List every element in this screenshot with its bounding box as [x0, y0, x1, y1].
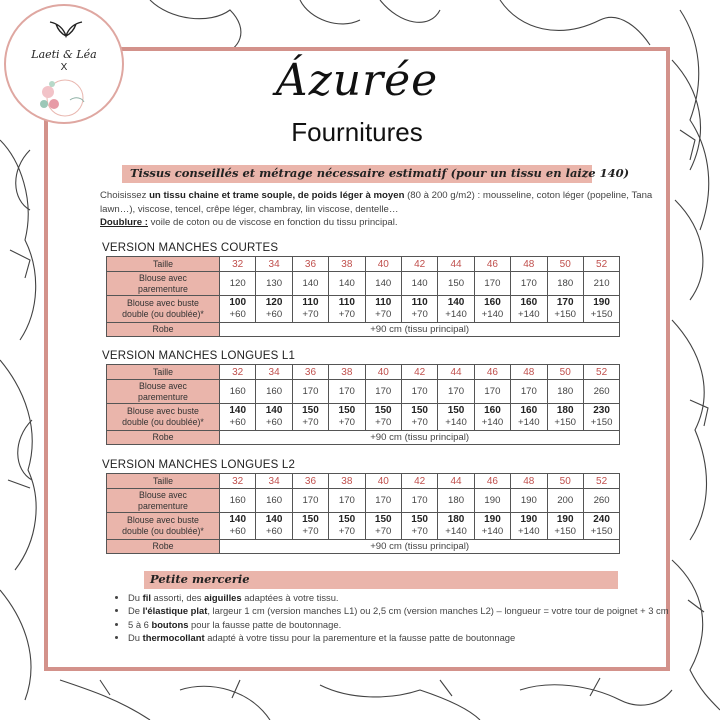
intro-text-bold: un tissu chaine et trame souple, de poids léger à moyen [149, 190, 405, 201]
version-title-3: VERSION MANCHES LONGUES L2 [102, 459, 296, 471]
value-cell: 110 +70 [329, 296, 365, 323]
value-cell: 120 +60 [256, 296, 292, 323]
size-cell: 44 [438, 474, 474, 489]
logo-brand-text: Laeti & Léa [31, 48, 97, 61]
size-label: Taille [107, 365, 220, 380]
mercerie-heading: Petite mercerie [150, 572, 250, 586]
row-label-double: Blouse avec buste double (ou doublée)* [107, 296, 220, 323]
size-cell: 34 [256, 257, 292, 272]
size-cell: 52 [583, 257, 619, 272]
size-cell: 50 [547, 257, 583, 272]
value-cell: 140 +60 [256, 513, 292, 540]
value-cell: 240 +150 [583, 513, 619, 540]
table-row [107, 272, 620, 296]
row-label-blouse: Blouse avec parementure [107, 272, 220, 296]
intro-text-a: Choisissez [100, 190, 150, 201]
page-subtitle: Fournitures [291, 117, 423, 147]
content-panel [44, 47, 670, 671]
table-row [107, 296, 620, 323]
size-cell: 52 [583, 365, 619, 380]
value-cell: 140 +60 [220, 404, 256, 431]
size-cell: 44 [438, 257, 474, 272]
value-cell: 150 +70 [365, 513, 401, 540]
value-cell: 170 [438, 380, 474, 404]
pattern-title: Ázurée [275, 55, 439, 106]
value-cell: 170 +150 [547, 296, 583, 323]
bow-icon [46, 20, 86, 42]
value-cell: 170 [329, 489, 365, 513]
row-label-double: Blouse avec buste double (ou doublée)* [107, 513, 220, 540]
value-cell: 150 +70 [292, 513, 328, 540]
size-cell: 38 [329, 474, 365, 489]
value-cell: 200 [547, 489, 583, 513]
size-cell: 46 [474, 474, 510, 489]
size-cell: 38 [329, 257, 365, 272]
size-cell: 40 [365, 365, 401, 380]
table-row [107, 380, 620, 404]
value-cell: 100 +60 [220, 296, 256, 323]
row-label-robe: Robe [107, 431, 220, 445]
value-cell: 140 +140 [438, 296, 474, 323]
lining-text: voile de coton ou de viscose en fonction du tissu principal. [147, 217, 398, 228]
size-cell: 48 [511, 257, 547, 272]
list-item: • De l'élastique plat, largeur 1 cm (version manches L1) ou 2,5 cm (version manches L2) – longueur = votre tour de poignet + 3 cm [128, 604, 688, 617]
size-cell: 36 [292, 365, 328, 380]
value-cell: 170 [474, 380, 510, 404]
size-cell: 40 [365, 474, 401, 489]
value-cell: 160 +140 [511, 404, 547, 431]
size-cell: 50 [547, 474, 583, 489]
value-cell: 260 [583, 380, 619, 404]
table-row [107, 404, 620, 431]
size-cell: 46 [474, 365, 510, 380]
size-cell: 42 [401, 365, 437, 380]
robe-value: +90 cm (tissu principal) [220, 431, 620, 445]
size-cell: 42 [401, 257, 437, 272]
value-cell: 190 +140 [474, 513, 510, 540]
size-cell: 36 [292, 474, 328, 489]
list-item: • Du fil assorti, des aiguilles adaptées à votre tissu. [128, 591, 688, 604]
version-title-1: VERSION MANCHES COURTES [102, 242, 279, 254]
size-cell: 36 [292, 257, 328, 272]
value-cell: 180 +140 [438, 513, 474, 540]
value-cell: 180 [438, 489, 474, 513]
size-cell: 32 [220, 257, 256, 272]
size-cell: 42 [401, 474, 437, 489]
value-cell: 140 +60 [256, 404, 292, 431]
mercerie-list [106, 591, 688, 644]
fabrics-description [100, 189, 670, 230]
value-cell: 190 +140 [511, 513, 547, 540]
size-cell: 32 [220, 474, 256, 489]
row-label-double: Blouse avec buste double (ou doublée)* [107, 404, 220, 431]
size-table-2 [106, 364, 620, 445]
value-cell: 170 [292, 380, 328, 404]
value-cell: 150 +70 [401, 513, 437, 540]
list-item: • 5 à 6 boutons pour la fausse patte de boutonnage. [128, 618, 688, 631]
value-cell: 150 +70 [329, 513, 365, 540]
fabrics-heading: Tissus conseillés et métrage nécessaire estimatif (pour un tissu en laize 140) [130, 166, 630, 180]
size-table-1 [106, 256, 620, 337]
size-cell: 40 [365, 257, 401, 272]
intro-text-c: (80 à 200 g/m2) : mousseline, coton léger (popeline, Tana lawn…), viscose, tencel, crêpe léger, chambray, lin viscose, dentelle… [100, 190, 653, 215]
value-cell: 110 +70 [401, 296, 437, 323]
row-label-robe: Robe [107, 540, 220, 554]
table-row [107, 513, 620, 540]
row-label-blouse: Blouse avec parementure [107, 489, 220, 513]
mercerie-heading-bar [144, 571, 618, 589]
value-cell: 160 [220, 380, 256, 404]
value-cell: 190 [511, 489, 547, 513]
row-label-robe: Robe [107, 323, 220, 337]
size-cell: 32 [220, 365, 256, 380]
value-cell: 150 +70 [329, 404, 365, 431]
value-cell: 160 +140 [474, 296, 510, 323]
value-cell: 170 [401, 380, 437, 404]
list-item: • Du thermocollant adapté à votre tissu pour la parementure et la fausse patte de boutonnage [128, 631, 688, 644]
size-cell: 46 [474, 257, 510, 272]
value-cell: 210 [583, 272, 619, 296]
value-cell: 190 [474, 489, 510, 513]
version-title-2: VERSION MANCHES LONGUES L1 [102, 350, 296, 362]
size-cell: 50 [547, 365, 583, 380]
table-row [107, 365, 620, 380]
value-cell: 140 +60 [220, 513, 256, 540]
value-cell: 150 +70 [292, 404, 328, 431]
value-cell: 170 [401, 489, 437, 513]
row-label-blouse: Blouse avec parementure [107, 380, 220, 404]
value-cell: 110 +70 [365, 296, 401, 323]
value-cell: 150 +70 [365, 404, 401, 431]
fabrics-heading-bar [122, 165, 630, 183]
value-cell: 150 +70 [401, 404, 437, 431]
value-cell: 160 [256, 380, 292, 404]
value-cell: 160 +140 [511, 296, 547, 323]
value-cell: 190 +150 [583, 296, 619, 323]
size-label: Taille [107, 257, 220, 272]
brand-logo [4, 4, 124, 124]
size-cell: 48 [511, 365, 547, 380]
robe-value: +90 cm (tissu principal) [220, 540, 620, 554]
size-table-3 [106, 473, 620, 554]
table-row [107, 431, 620, 445]
value-cell: 180 +150 [547, 404, 583, 431]
size-cell: 38 [329, 365, 365, 380]
value-cell: 190 +150 [547, 513, 583, 540]
value-cell: 150 +140 [438, 404, 474, 431]
value-cell: 140 [365, 272, 401, 296]
table-row [107, 323, 620, 337]
value-cell: 170 [365, 489, 401, 513]
size-cell: 34 [256, 365, 292, 380]
size-cell: 44 [438, 365, 474, 380]
value-cell: 170 [365, 380, 401, 404]
robe-value: +90 cm (tissu principal) [220, 323, 620, 337]
value-cell: 120 [220, 272, 256, 296]
value-cell: 170 [511, 272, 547, 296]
value-cell: 170 [474, 272, 510, 296]
value-cell: 260 [583, 489, 619, 513]
value-cell: 160 +140 [474, 404, 510, 431]
value-cell: 180 [547, 272, 583, 296]
value-cell: 140 [401, 272, 437, 296]
value-cell: 230 +150 [583, 404, 619, 431]
size-cell: 34 [256, 474, 292, 489]
size-label: Taille [107, 474, 220, 489]
value-cell: 140 [329, 272, 365, 296]
table-row [107, 474, 620, 489]
value-cell: 130 [256, 272, 292, 296]
floral-wreath-icon [30, 74, 100, 122]
logo-cross: X [60, 62, 68, 73]
size-cell: 52 [583, 474, 619, 489]
value-cell: 160 [220, 489, 256, 513]
value-cell: 170 [292, 489, 328, 513]
table-row [107, 540, 620, 554]
table-row [107, 489, 620, 513]
table-row [107, 257, 620, 272]
value-cell: 150 [438, 272, 474, 296]
size-cell: 48 [511, 474, 547, 489]
value-cell: 180 [547, 380, 583, 404]
value-cell: 160 [256, 489, 292, 513]
lining-label: Doublure : [100, 217, 148, 228]
value-cell: 170 [511, 380, 547, 404]
value-cell: 110 +70 [292, 296, 328, 323]
value-cell: 170 [329, 380, 365, 404]
value-cell: 140 [292, 272, 328, 296]
